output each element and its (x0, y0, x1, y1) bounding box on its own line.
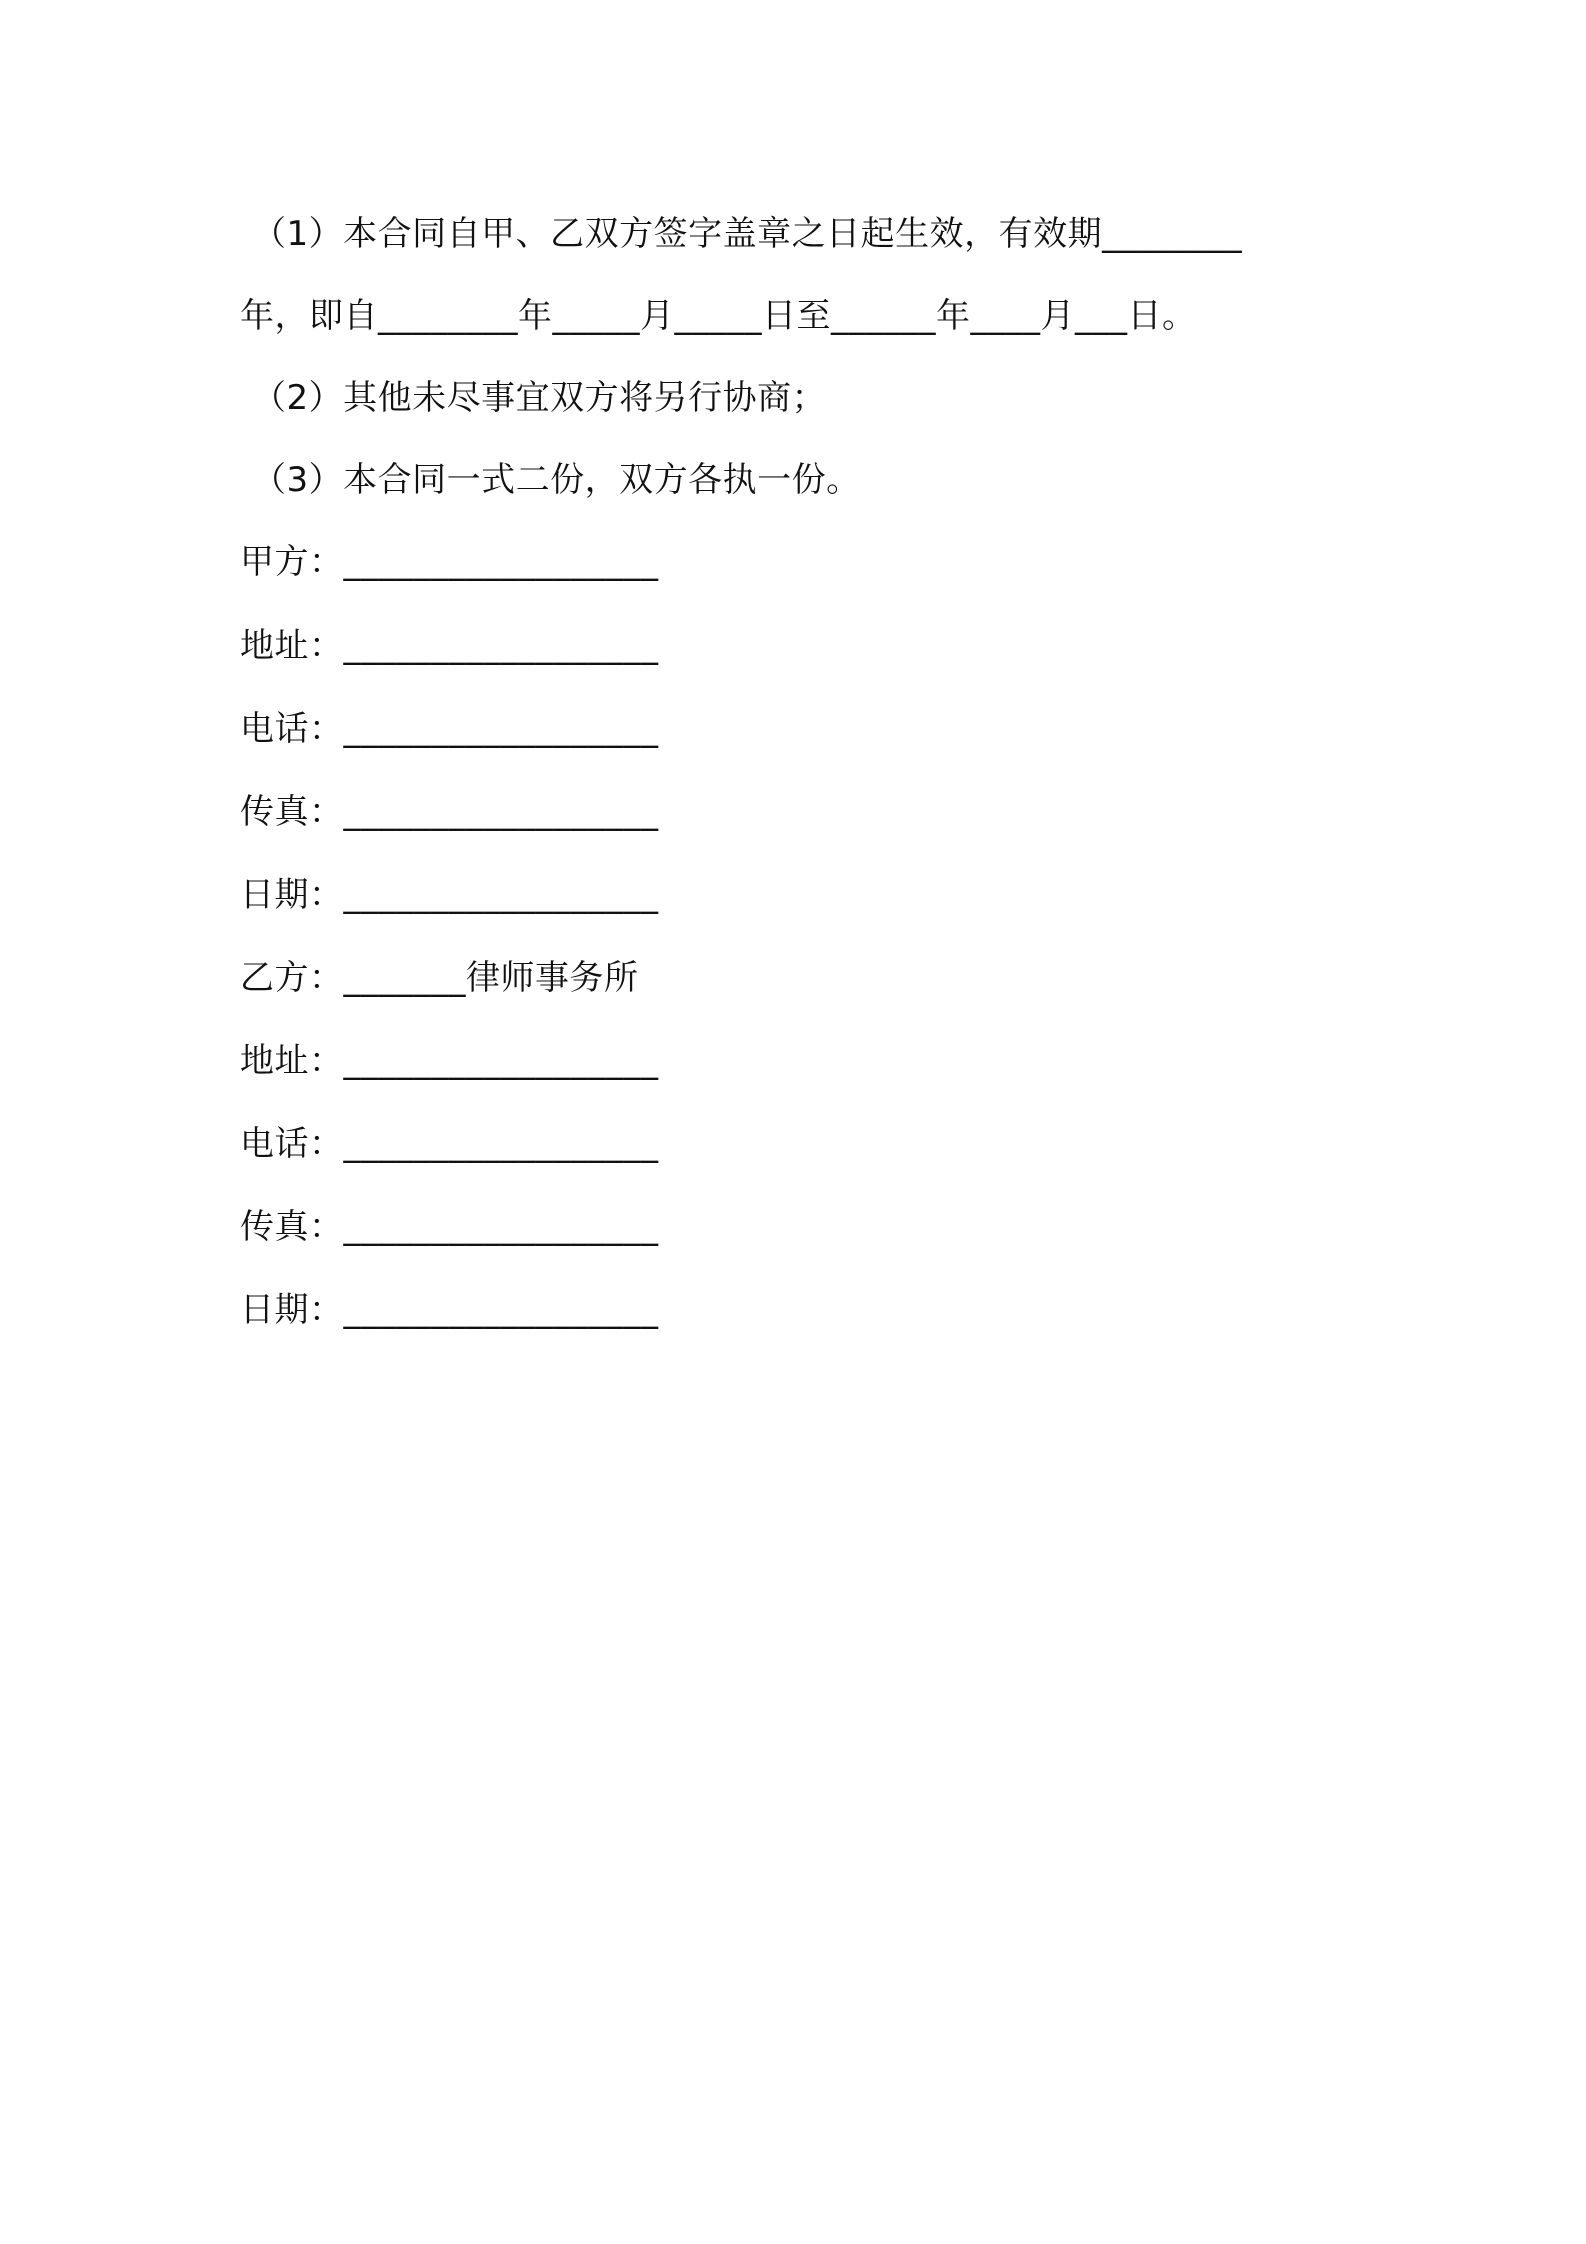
party-a-phone: 电话：__________________ (240, 709, 659, 749)
clause-2: （2）其他未尽事宜双方将另行协商； (252, 378, 827, 418)
party-a-date: 日期：__________________ (240, 875, 659, 915)
party-b-date: 日期：__________________ (240, 1290, 659, 1330)
party-b-fax: 传真：__________________ (240, 1207, 659, 1247)
party-a-fax: 传真：__________________ (240, 792, 659, 832)
clause-1-line-2: 年，即自________年_____月_____日至______年____月___日。 (240, 296, 1197, 336)
party-a-address: 地址：__________________ (240, 626, 659, 666)
party-b-name: 乙方：_______律师事务所 (240, 958, 639, 998)
clause-1-line-1: （1）本合同自甲、乙双方签字盖章之日起生效，有效期________ (252, 214, 1243, 254)
party-b-address: 地址：__________________ (240, 1041, 659, 1081)
clause-3: （3）本合同一式二份，双方各执一份。 (252, 460, 861, 500)
party-b-phone: 电话：__________________ (240, 1124, 659, 1164)
party-a-name: 甲方：__________________ (240, 542, 659, 582)
